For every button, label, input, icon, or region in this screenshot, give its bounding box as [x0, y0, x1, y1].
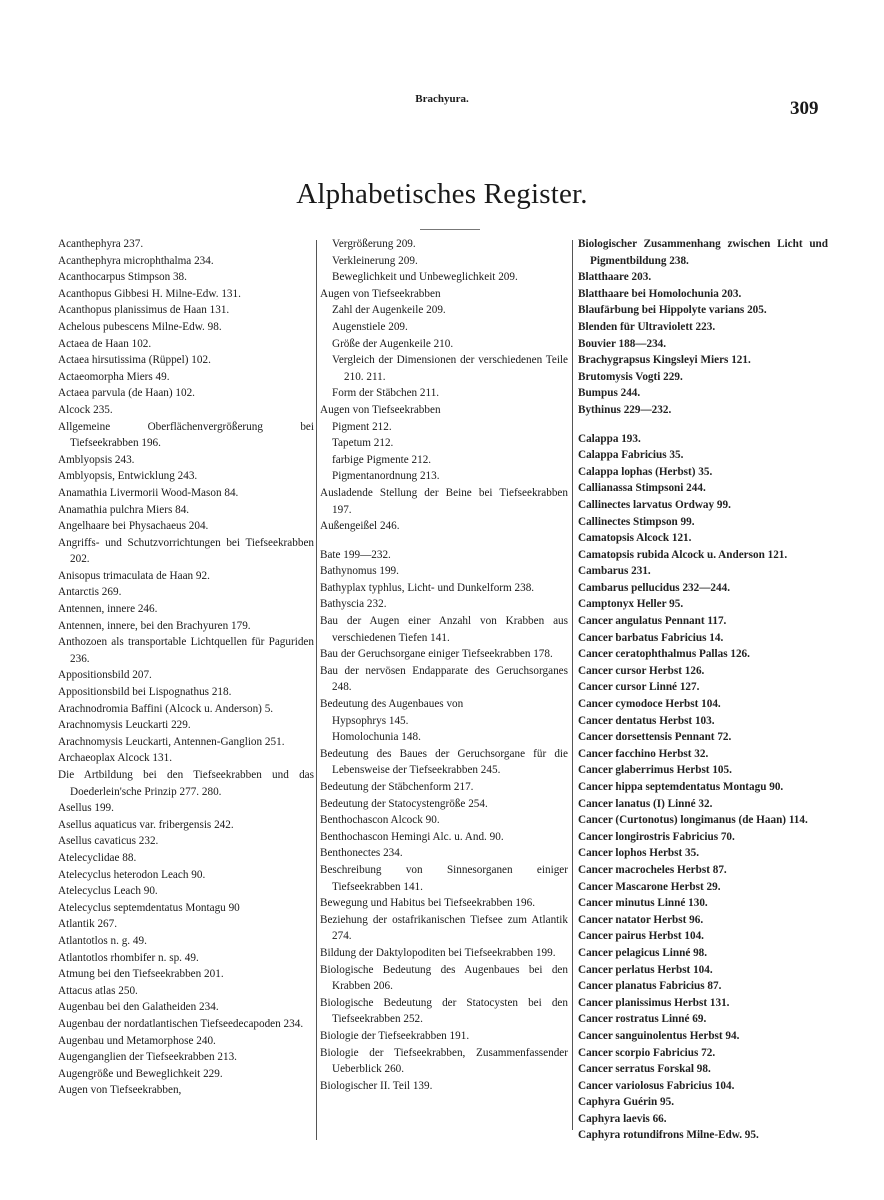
index-entry: Cancer minutus Linné 130.: [578, 897, 708, 910]
index-entry: Blenden für Ultraviolett 223.: [578, 320, 716, 333]
index-entry: Augen von Tiefseekrabben: [320, 287, 441, 300]
index-entry: Camatopsis rubida Alcock u. Anderson 121.: [578, 548, 788, 561]
index-entry: Blatthaare 203.: [578, 271, 652, 284]
index-entry: Augen von Tiefseekrabben,: [58, 1084, 182, 1097]
index-entry: Cambarus 231.: [578, 565, 651, 578]
index-entry: Actaea de Haan 102.: [58, 337, 152, 350]
index-entry: Antarctis 269.: [58, 586, 122, 599]
index-entry: Cancer angulatus Pennant 117.: [578, 615, 727, 628]
index-entry: Amblyopsis 243.: [58, 453, 135, 466]
index-entry: Cancer cursor Linné 127.: [578, 681, 700, 694]
index-entry: Angelhaare bei Physachaeus 204.: [58, 520, 209, 533]
index-entry: Biologie der Tiefseekrabben 191.: [320, 1029, 470, 1042]
index-entry: Beschreibung von Sinnesorganen einiger Tiefseekrabben 141.: [320, 863, 568, 893]
index-entry: Atelecyclidae 88.: [58, 851, 137, 864]
index-entry: Actaea parvula (de Haan) 102.: [58, 387, 195, 400]
index-entry: Actaeomorpha Miers 49.: [58, 370, 170, 383]
index-entry: Biologische Bedeutung der Statocysten bei den Tiefseekrabben 252.: [320, 996, 568, 1026]
index-entry: Verkleinerung 209.: [332, 254, 418, 267]
index-entry: Cancer lophos Herbst 35.: [578, 847, 699, 860]
index-entry: Cancer variolosus Fabricius 104.: [578, 1079, 735, 1092]
index-entry: Angriffs- und Schutzvorrichtungen bei Tiefseekrabben 202.: [58, 536, 314, 566]
index-entry: Anisopus trimaculata de Haan 92.: [58, 569, 210, 582]
index-entry: Achelous pubescens Milne-Edw. 98.: [58, 320, 222, 333]
index-entry: Cancer perlatus Herbst 104.: [578, 963, 713, 976]
index-entry: Bathyplax typhlus, Licht- und Dunkelform 238.: [320, 581, 535, 594]
column-divider: [316, 240, 317, 1140]
index-entry: Atmung bei den Tiefseekrabben 201.: [58, 968, 224, 981]
index-entry: Attacus atlas 250.: [58, 984, 138, 997]
index-entry: Augenbau und Metamorphose 240.: [58, 1034, 216, 1047]
index-entry: Bythinus 229—232.: [578, 403, 672, 416]
index-entry: Bathynomus 199.: [320, 565, 399, 578]
index-entry: Cancer (Curtonotus) longimanus (de Haan) 114.: [578, 814, 808, 827]
column-divider: [572, 240, 573, 1130]
index-entry: Augen von Tiefseekrabben: [320, 403, 441, 416]
index-entry: Cancer pairus Herbst 104.: [578, 930, 704, 943]
index-entry: Cancer lanatus (I) Linné 32.: [578, 797, 713, 810]
index-entry: Cancer planatus Fabricius 87.: [578, 980, 722, 993]
index-entry: Cancer dentatus Herbst 103.: [578, 714, 715, 727]
index-entry: Atlantotlos n. g. 49.: [58, 934, 147, 947]
index-entry: Antennen, innere, bei den Brachyuren 179.: [58, 619, 251, 632]
index-entry: Asellus aquaticus var. fribergensis 242.: [58, 818, 234, 831]
index-entry: Außengeißel 246.: [320, 520, 400, 533]
index-entry: Calappa Fabricius 35.: [578, 449, 684, 462]
index-entry: Augenganglien der Tiefseekrabben 213.: [58, 1051, 237, 1064]
index-entry: Cancer cymodoce Herbst 104.: [578, 698, 721, 711]
index-entry: Beweglichkeit und Unbeweglichkeit 209.: [332, 271, 518, 284]
index-entry: Biologischer II. Teil 139.: [320, 1079, 433, 1092]
index-entry: Bate 199—232.: [320, 548, 391, 561]
index-entry: Atelecyclus septemdentatus Montagu 90: [58, 901, 240, 914]
index-entry: Die Artbildung bei den Tiefseekrabben und das Doederlein'sche Prinzip 277. 280.: [58, 769, 314, 798]
index-column-3: [578, 236, 828, 1144]
index-entry: Callianassa Stimpsoni 244.: [578, 482, 706, 495]
index-entry: Bouvier 188—234.: [578, 337, 667, 350]
index-entry: Cancer Mascarone Herbst 29.: [578, 880, 721, 893]
index-entry: Augenstiele 209.: [332, 320, 408, 333]
index-entry: Brutomysis Vogti 229.: [578, 370, 683, 383]
index-entry: Cancer pelagicus Linné 98.: [578, 946, 708, 959]
index-entry: Camptonyx Heller 95.: [578, 598, 684, 611]
index-entry: Caphyra Guérin 95.: [578, 1096, 675, 1109]
index-entry: Biologie der Tiefseekrabben, Zusammenfassender Ueberblick 260.: [320, 1046, 568, 1076]
index-entry: Cancer hippa septemdentatus Montagu 90.: [578, 781, 784, 793]
index-entry: Blatthaare bei Homolochunia 203.: [578, 287, 742, 300]
index-entry: Calappa 193.: [578, 432, 641, 445]
index-entry: Pigment 212.: [332, 420, 392, 433]
index-entry: Cancer cursor Herbst 126.: [578, 664, 705, 677]
index-entry: Benthochascon Hemingi Alc. u. And. 90.: [320, 830, 504, 843]
index-entry: Größe der Augenkeile 210.: [332, 337, 454, 350]
index-entry: Cancer planissimus Herbst 131.: [578, 996, 730, 1009]
index-entry: Archaeoplax Alcock 131.: [58, 752, 173, 765]
index-entry: Cancer ceratophthalmus Pallas 126.: [578, 648, 750, 661]
index-entry: Beziehung der ostafrikanischen Tiefsee zum Atlantik 274.: [320, 913, 568, 943]
index-entry: Cancer natator Herbst 96.: [578, 913, 704, 926]
running-header: Brachyura.: [415, 93, 469, 105]
index-entry: Callinectes Stimpson 99.: [578, 515, 695, 528]
index-entry: Biologische Bedeutung des Augenbaues bei den Krabben 206.: [320, 963, 568, 993]
index-entry: Atelecyclus Leach 90.: [58, 885, 158, 898]
title-divider: [420, 229, 480, 230]
index-entry: Cancer facchino Herbst 32.: [578, 747, 709, 760]
index-entry: Caphyra rotundifrons Milne-Edw. 95.: [578, 1129, 759, 1142]
index-entry: Allgemeine Oberflächenvergrößerung bei Tiefseekrabben 196.: [58, 420, 314, 450]
index-entry: Vergleich der Dimensionen der verschiedenen Teile 210. 211.: [332, 354, 568, 383]
index-entry: Bedeutung der Statocystengröße 254.: [320, 797, 488, 810]
index-entry: Cancer macrocheles Herbst 87.: [578, 863, 727, 876]
index-entry: Antennen, innere 246.: [58, 603, 158, 616]
index-entry: Bathyscia 232.: [320, 598, 387, 611]
index-entry: Biologischer Zusammenhang zwischen Licht und Pigmentbildung 238.: [578, 238, 828, 267]
index-entry: Bewegung und Habitus bei Tiefseekrabben 196.: [320, 897, 536, 910]
index-entry: Asellus 199.: [58, 802, 114, 815]
index-entry: Atelecyclus heterodon Leach 90.: [58, 868, 206, 881]
index-entry: Brachygrapsus Kingsleyi Miers 121.: [578, 354, 751, 367]
index-entry: Cancer longirostris Fabricius 70.: [578, 830, 735, 843]
index-entry: Atlantotlos rhombifer n. sp. 49.: [58, 951, 199, 964]
index-entry: Benthonectes 234.: [320, 847, 403, 860]
index-column-2: [320, 236, 568, 1094]
index-entry: Vergrößerung 209.: [332, 238, 416, 250]
index-entry: Arachnodromia Baffini (Alcock u. Anderson) 5.: [58, 702, 274, 715]
index-entry: farbige Pigmente 212.: [332, 453, 432, 466]
index-entry: Form der Stäbchen 211.: [332, 387, 440, 400]
index-entry: Atlantik 267.: [58, 918, 118, 931]
index-entry: Bedeutung des Baues der Geruchsorgane für die Lebensweise der Tiefseekrabben 245.: [320, 747, 568, 777]
index-entry: Cancer barbatus Fabricius 14.: [578, 631, 724, 644]
index-entry: Acanthopus planissimus de Haan 131.: [58, 304, 230, 317]
index-entry: Cancer scorpio Fabricius 72.: [578, 1046, 716, 1059]
index-entry: Cancer dorsettensis Pennant 72.: [578, 731, 732, 744]
index-entry: Calappa lophas (Herbst) 35.: [578, 465, 713, 478]
index-entry: Blaufärbung bei Hippolyte varians 205.: [578, 304, 767, 317]
index-entry: Hypsophrys 145.: [332, 714, 409, 727]
index-entry: Asellus cavaticus 232.: [58, 835, 159, 848]
index-entry: Anthozoen als transportable Lichtquellen für Paguriden 236.: [58, 636, 314, 665]
index-entry: Amblyopsis, Entwicklung 243.: [58, 470, 198, 483]
index-entry: Appositionsbild bei Lispognathus 218.: [58, 686, 232, 699]
index-entry: Callinectes larvatus Ordway 99.: [578, 498, 731, 511]
index-entry: Cambarus pellucidus 232—244.: [578, 581, 730, 594]
index-entry: Augenbau der nordatlantischen Tiefseedecapoden 234.: [58, 1017, 304, 1030]
index-entry: Bildung der Daktylopoditen bei Tiefseekrabben 199.: [320, 946, 556, 959]
index-entry: Bedeutung des Augenbaues von: [320, 698, 464, 711]
index-entry: Bau der nervösen Endapparate des Geruchsorganes 248.: [320, 664, 568, 694]
index-entry: Cancer serratus Forskal 98.: [578, 1063, 711, 1076]
index-entry: Acanthocarpus Stimpson 38.: [58, 271, 187, 284]
index-entry: Zahl der Augenkeile 209.: [332, 304, 446, 317]
index-entry: Pigmentanordnung 213.: [332, 470, 440, 483]
index-entry: Ausladende Stellung der Beine bei Tiefseekrabben 197.: [320, 486, 568, 516]
index-entry: Cancer sanguinolentus Herbst 94.: [578, 1029, 740, 1042]
index-entry: Alcock 235.: [58, 403, 113, 416]
index-entry: Bumpus 244.: [578, 387, 641, 400]
index-entry: Appositionsbild 207.: [58, 669, 152, 682]
index-entry: Arachnomysis Leuckarti, Antennen-Ganglion 251.: [58, 735, 285, 748]
index-entry: Augenbau bei den Galatheiden 234.: [58, 1001, 219, 1014]
index-entry: Actaea hirsutissima (Rüppel) 102.: [58, 354, 211, 367]
index-entry: Anamathia Livermorii Wood-Mason 84.: [58, 486, 239, 499]
index-entry: Camatopsis Alcock 121.: [578, 532, 692, 545]
index-entry: Acanthephyra microphthalma 234.: [58, 254, 214, 267]
index-entry: Bau der Geruchsorgane einiger Tiefseekrabben 178.: [320, 648, 553, 661]
page-number: 309: [790, 98, 819, 119]
index-entry: Bau der Augen einer Anzahl von Krabben aus verschiedenen Tiefen 141.: [320, 615, 568, 644]
index-entry: Benthochascon Alcock 90.: [320, 814, 440, 827]
index-entry: Tapetum 212.: [332, 437, 394, 450]
index-column-1: [58, 236, 314, 1099]
index-entry: Caphyra laevis 66.: [578, 1112, 667, 1125]
page-title: Alphabetisches Register.: [296, 178, 588, 210]
index-entry: Cancer glaberrimus Herbst 105.: [578, 764, 732, 777]
index-entry: Arachnomysis Leuckarti 229.: [58, 719, 191, 732]
index-entry: Bedeutung der Stäbchenform 217.: [320, 781, 474, 793]
index-entry: Homolochunia 148.: [332, 731, 421, 744]
index-entry: Acanthephyra 237.: [58, 238, 144, 250]
index-entry: Cancer rostratus Linné 69.: [578, 1013, 707, 1026]
index-entry: Acanthopus Gibbesi H. Milne-Edw. 131.: [58, 287, 241, 300]
index-entry: Anamathia pulchra Miers 84.: [58, 503, 190, 516]
index-entry: Augengröße und Beweglichkeit 229.: [58, 1067, 223, 1080]
